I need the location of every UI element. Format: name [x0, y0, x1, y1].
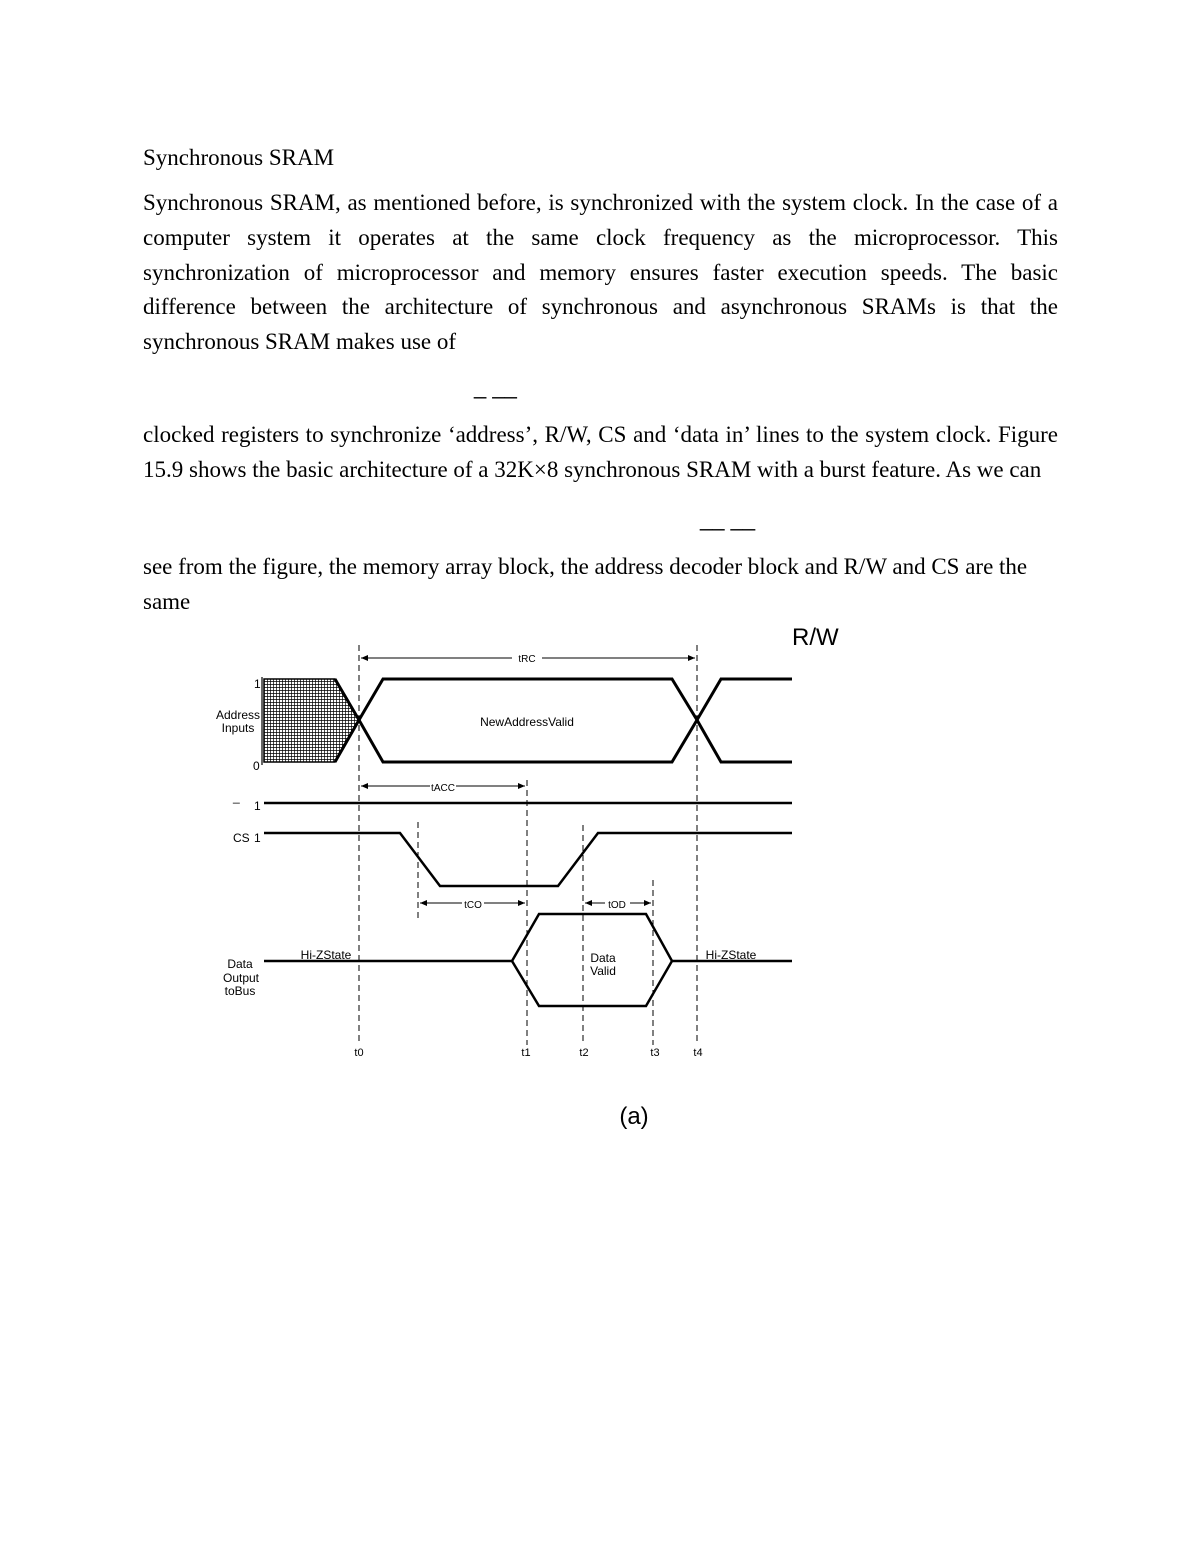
rw-label: R/W — [792, 624, 839, 651]
addr-high-label: 1 — [254, 677, 261, 691]
rw-high-label: 1 — [254, 799, 261, 813]
tco-dimension — [420, 900, 525, 911]
tod-dimension — [585, 900, 651, 911]
t2-label: t2 — [579, 1047, 589, 1059]
data-output-label-1: Data — [227, 957, 253, 971]
tod-label: tOD — [608, 900, 626, 911]
tacc-dimension — [361, 783, 525, 794]
t4-label: t4 — [693, 1047, 703, 1059]
addr-low-label: 0 — [253, 759, 260, 773]
t0-label: t0 — [354, 1047, 364, 1059]
hiz-state-left-label: Hi-ZState — [300, 948, 352, 962]
data-output-label-2: Output — [222, 971, 260, 985]
paragraph-1: Synchronous SRAM, as mentioned before, is synchronized with the system clock. In the case of a computer system it operates at the same clock frequency as the microprocessor. This synchronization of microprocessor and memory ensures faster execution speeds. The basic difference between the architecture of synchronous and asynchronous SRAMs is that the synchronous SRAM makes use of — [143, 190, 1058, 355]
hiz-state-right-label: Hi-ZState — [705, 948, 757, 962]
t1-label: t1 — [521, 1047, 531, 1059]
cs-label: CS — [233, 831, 250, 845]
trc-label: tRC — [518, 654, 536, 665]
data-valid-label-1: Data — [590, 951, 616, 965]
rw-waveform — [232, 790, 792, 813]
overbar-marks-2: __ __ — [700, 506, 756, 531]
section-heading: Synchronous SRAM — [143, 145, 335, 170]
address-waveform — [216, 677, 792, 773]
paragraph-2: clocked registers to synchronize ‘address’, R/W, CS and ‘data in’ lines to the system clock. Figure 15.9 shows the basic architecture of a 32K×8 synchronous SRAM with a burst feature. As we can — [143, 422, 1058, 482]
overbar-marks-1: _ __ — [474, 374, 517, 399]
trc-dimension — [361, 654, 695, 665]
time-labels — [354, 1047, 702, 1059]
data-valid-label-2: Valid — [590, 964, 616, 978]
tacc-label: tACC — [431, 783, 455, 794]
address-inputs-label-1: Address — [215, 708, 261, 722]
address-inputs-label-2: Inputs — [221, 721, 255, 735]
figure-caption: (a) — [619, 1103, 649, 1130]
paragraph-3: see from the figure, the memory array block, the address decoder block and R/W and CS are the same — [143, 554, 1028, 614]
rw-bar-label: _ — [233, 790, 240, 804]
data-output-waveform — [223, 914, 792, 1006]
tco-label: tCO — [464, 900, 482, 911]
new-address-valid-label: NewAddressValid — [480, 715, 574, 729]
cs-high-label: 1 — [254, 831, 261, 845]
data-output-label-3: toBus — [224, 984, 256, 998]
cs-waveform — [233, 831, 792, 886]
t3-label: t3 — [650, 1047, 660, 1059]
